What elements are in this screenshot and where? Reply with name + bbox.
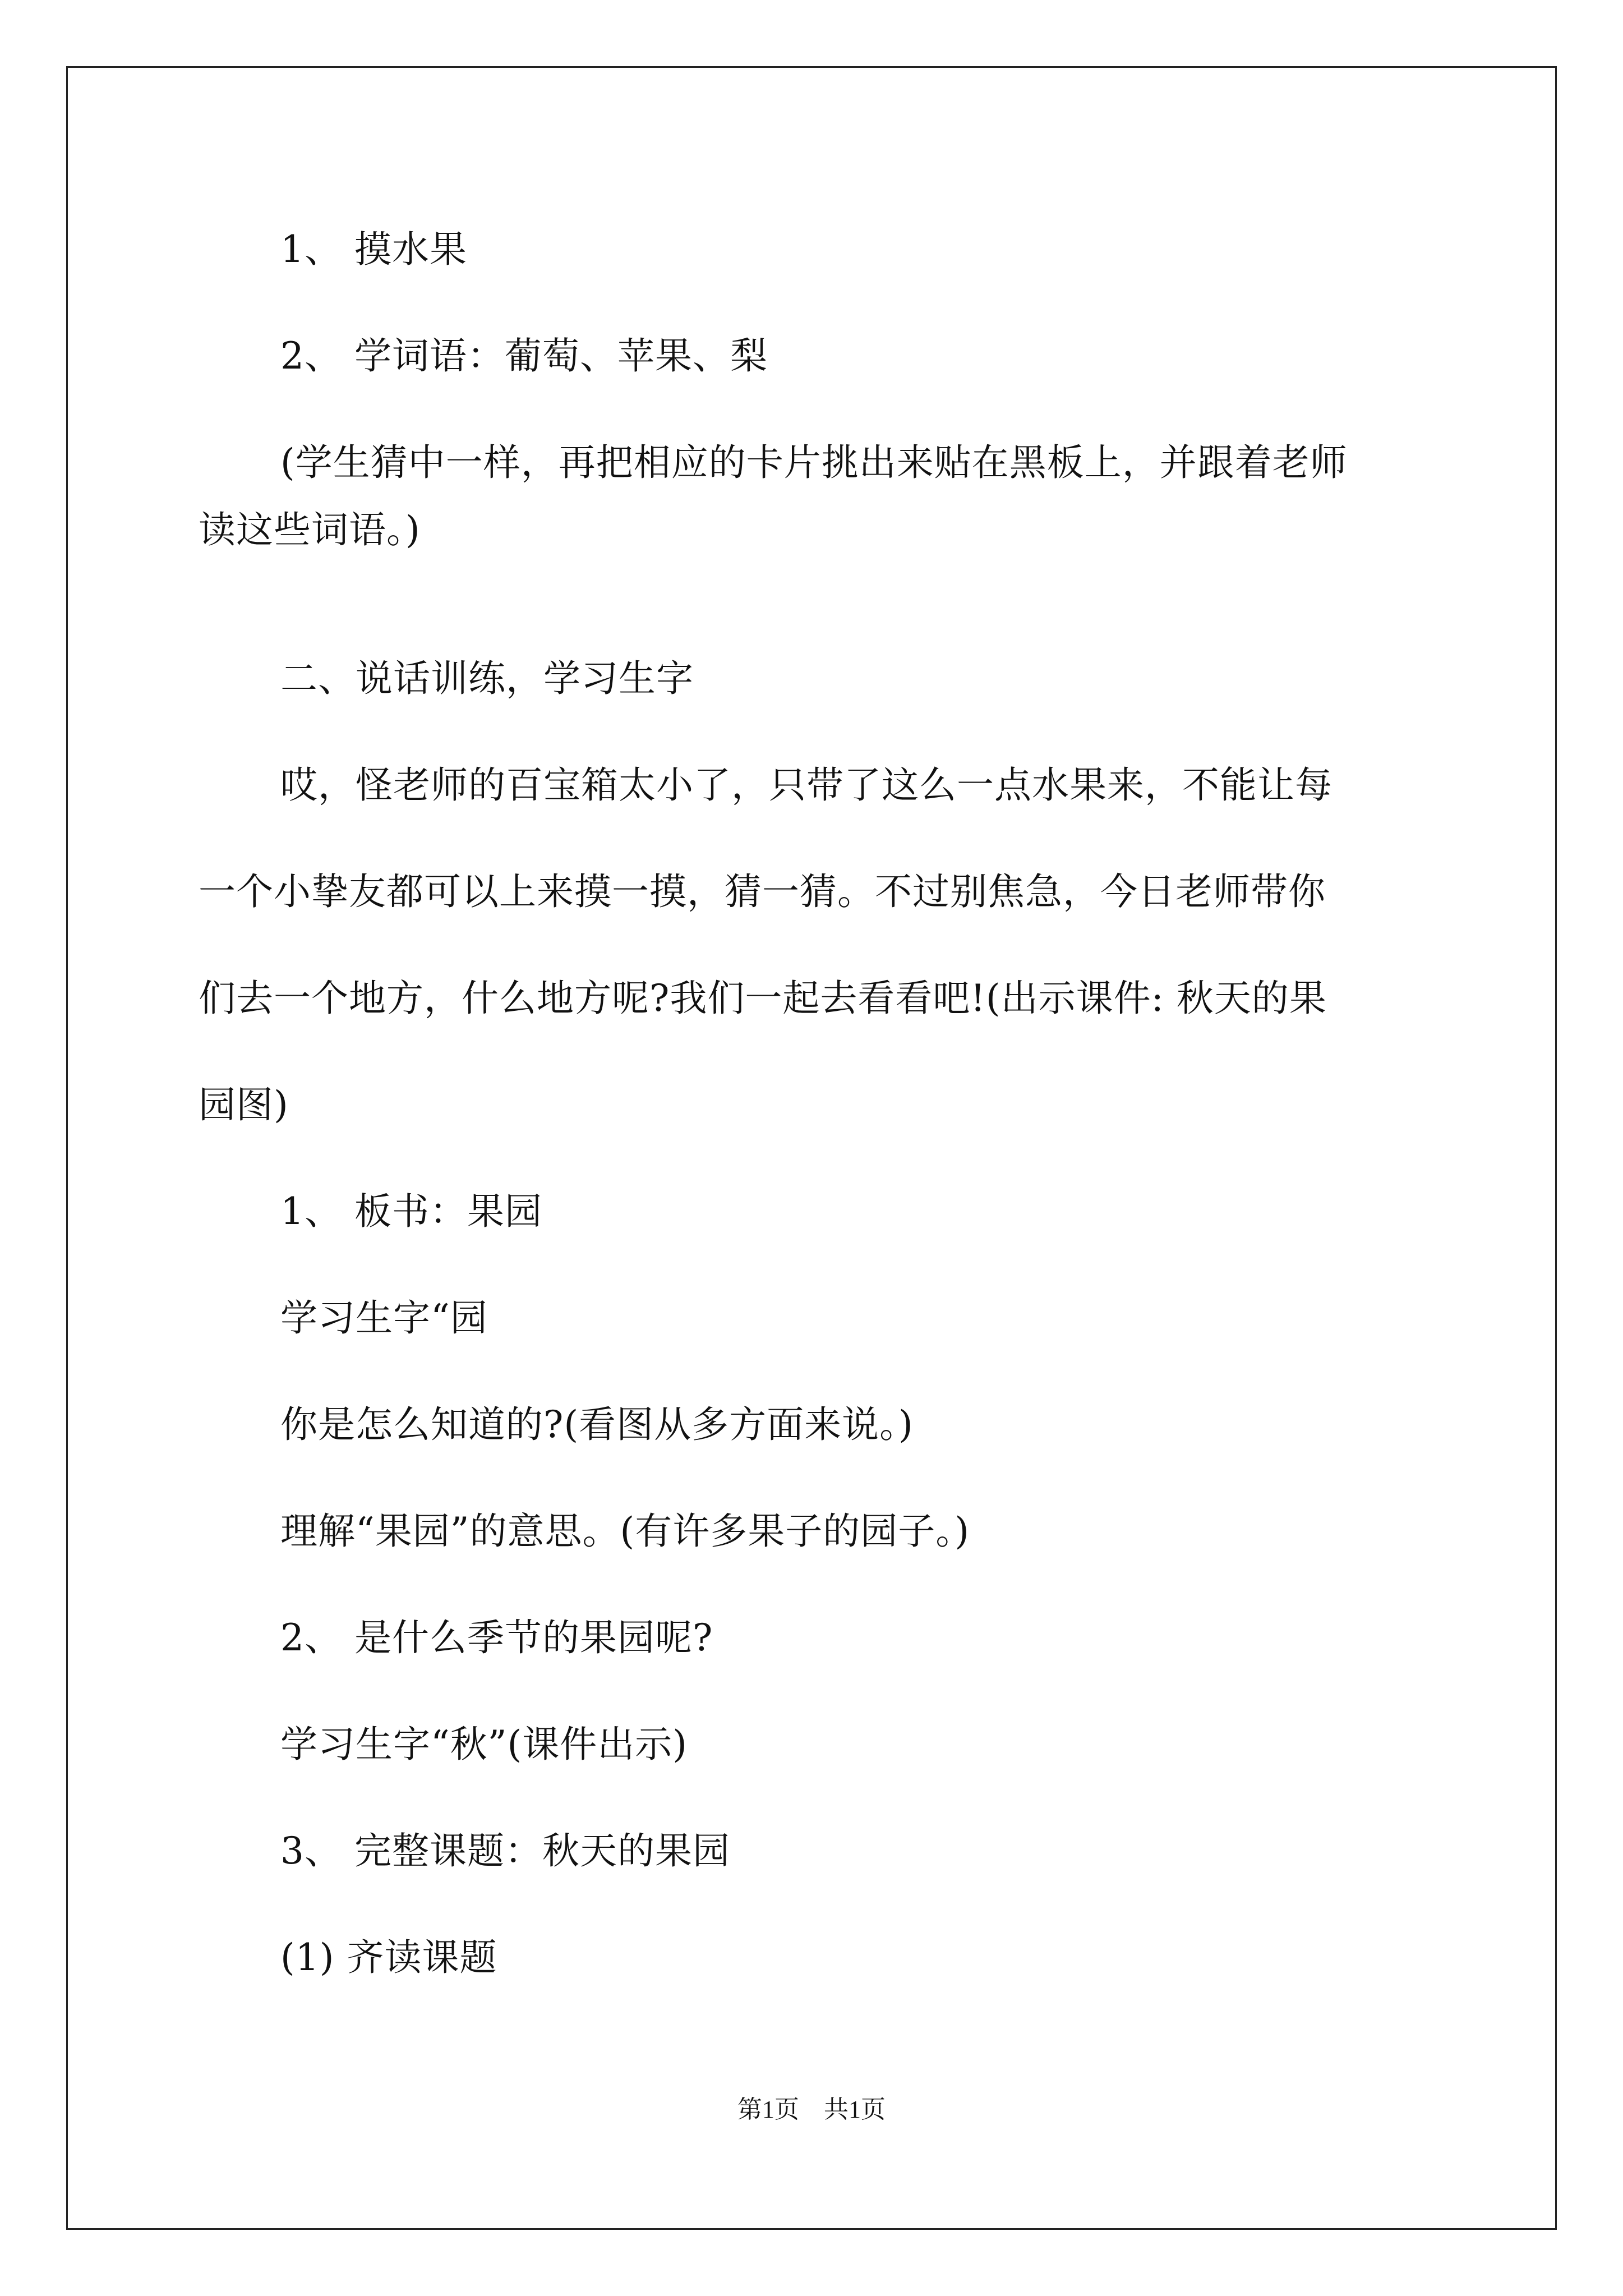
text-line: 2、 学词语：葡萄、苹果、梨 [280, 334, 768, 378]
text-line: 1、 板书：果园 [280, 1190, 542, 1233]
section-heading: 二、说话训练，学习生字 [280, 657, 694, 700]
text-line: 2、 是什么季节的果园呢? [280, 1616, 713, 1659]
text-line: (1) 齐读课题 [280, 1936, 497, 1979]
text-line: 学习生字“园 [280, 1296, 488, 1340]
text-line: 读这些词语。) [199, 508, 421, 551]
text-line: 理解“果园”的意思。(有许多果子的园子。) [280, 1510, 970, 1553]
text-line: 园图) [199, 1083, 289, 1126]
page-border [66, 66, 1557, 2230]
text-line: 你是怎么知道的?(看图从多方面来说。) [280, 1403, 914, 1446]
text-line: (学生猜中一样，再把相应的卡片挑出来贴在黑板上，并跟着老师 [280, 441, 1348, 484]
text-line: 们去一个地方，什么地方呢?我们一起去看看吧!(出示课件: 秋天的果 [199, 977, 1327, 1020]
text-line: 学习生字“秋”(课件出示) [280, 1723, 688, 1766]
page-footer: 第1页 共1页 [737, 2096, 886, 2123]
text-line: 1、 摸水果 [280, 228, 467, 271]
text-line: 一个小挚友都可以上来摸一摸，猜一猜。不过别焦急，今日老师带你 [199, 870, 1326, 913]
text-line: 3、 完整课题：秋天的果园 [280, 1829, 730, 1872]
text-line: 哎，怪老师的百宝箱太小了，只带了这么一点水果来，不能让每 [280, 763, 1332, 807]
